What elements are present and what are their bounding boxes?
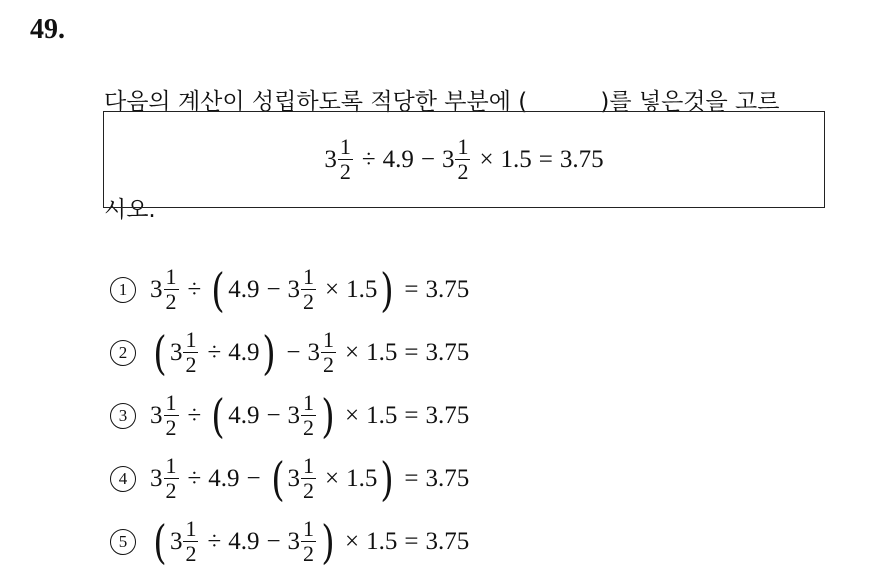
fraction [338,136,353,183]
box-expression [324,136,603,183]
operator: − [266,527,281,555]
numerator: 1 [165,264,177,289]
denominator: 2 [303,478,315,503]
operator: ÷ [207,527,222,555]
operator: = [404,338,419,366]
denominator: 2 [303,415,315,440]
operator: × [345,401,360,429]
number: 3.75 [425,401,470,429]
whole-number: 3 [150,401,163,429]
fraction [164,392,179,439]
operator: ÷ [187,275,202,303]
operator: = [404,527,419,555]
stem-line-2: 시오. [104,197,156,223]
answer-options [110,258,830,573]
whole-number: 3 [324,145,337,173]
left-parenthesis: ( [211,388,225,443]
fraction [301,266,316,313]
whole-number: 3 [307,338,320,366]
number: 1.5 [346,464,378,492]
option-2[interactable] [110,321,830,384]
whole-number: 3 [287,401,301,429]
number: 3.75 [425,464,470,492]
number: 1.5 [500,145,532,173]
operator: − [286,338,301,366]
numerator: 1 [165,390,177,415]
number: 3.75 [559,145,604,173]
fraction [164,266,179,313]
right-parenthesis: ) [380,262,395,317]
numerator: 1 [323,327,334,352]
operator: × [345,338,360,366]
option-1[interactable] [110,258,830,321]
operator: − [246,464,261,492]
fraction [183,329,198,376]
right-parenthesis: ) [262,325,277,380]
operator: ÷ [361,145,376,173]
whole-number: 3 [287,464,301,492]
fraction [455,136,470,183]
number: 4.9 [228,401,260,429]
numerator: 1 [457,134,469,159]
operator: ÷ [207,338,222,366]
right-parenthesis: ) [321,388,335,443]
equation-box [103,111,825,208]
option-marker: 5 [110,529,136,555]
operator: − [266,275,281,303]
number: 1.5 [366,338,398,366]
denominator: 2 [185,352,197,377]
operator: = [404,464,419,492]
left-parenthesis: ( [211,262,225,317]
whole-number: 3 [441,145,455,173]
whole-number: 3 [287,275,301,303]
operator: − [420,145,435,173]
operator: = [538,145,553,173]
denominator: 2 [457,159,469,184]
fraction [301,392,316,439]
fraction [164,455,179,502]
denominator: 2 [185,541,197,566]
operator: × [479,145,494,173]
right-parenthesis: ) [321,514,335,569]
whole-number: 3 [287,527,301,555]
operator: × [325,275,340,303]
denominator: 2 [165,478,177,503]
operator: ÷ [187,401,202,429]
denominator: 2 [339,159,351,184]
option-marker: 3 [110,403,136,429]
operator: × [345,527,360,555]
question-number: 49. [30,14,65,45]
option-5[interactable] [110,510,830,573]
numerator: 1 [303,453,315,478]
number: 3.75 [425,527,470,555]
numerator: 1 [185,327,197,352]
option-marker: 2 [110,340,136,366]
numerator: 1 [303,516,315,541]
number: 1.5 [366,527,398,555]
number: 1.5 [366,401,398,429]
denominator: 2 [165,415,177,440]
number: 3.75 [425,275,470,303]
number: 1.5 [346,275,378,303]
number: 3.75 [425,338,470,366]
number: 4.9 [228,338,260,366]
fraction [301,518,316,565]
whole-number: 3 [169,338,183,366]
denominator: 2 [303,289,315,314]
left-parenthesis: ( [270,451,285,506]
fraction [183,518,198,565]
fraction [301,455,316,502]
option-expression [150,451,470,506]
option-expression [150,262,470,317]
option-3[interactable] [110,384,830,447]
right-parenthesis: ) [380,451,395,506]
denominator: 2 [165,289,177,314]
option-marker: 4 [110,466,136,492]
option-expression [150,514,470,569]
operator: = [404,401,419,429]
operator: − [266,401,281,429]
numerator: 1 [185,516,197,541]
left-parenthesis: ( [153,514,167,569]
operator: × [325,464,340,492]
fraction [321,329,336,376]
option-expression [150,325,470,380]
numerator: 1 [303,390,315,415]
number: 4.9 [228,527,260,555]
number: 4.9 [208,464,240,492]
stem-line-1: 다음의 계산이 성립하도록 적당한 부분에 ( )를 넣은것을 고르 [104,89,780,115]
denominator: 2 [323,352,334,377]
left-parenthesis: ( [153,325,167,380]
option-expression [150,388,470,443]
numerator: 1 [339,134,351,159]
option-4[interactable] [110,447,830,510]
number: 4.9 [228,275,260,303]
option-marker: 1 [110,277,136,303]
denominator: 2 [303,541,315,566]
whole-number: 3 [169,527,183,555]
number: 4.9 [382,145,414,173]
whole-number: 3 [150,464,163,492]
operator: = [404,275,419,303]
numerator: 1 [165,453,177,478]
operator: ÷ [187,464,202,492]
whole-number: 3 [150,275,163,303]
numerator: 1 [303,264,315,289]
